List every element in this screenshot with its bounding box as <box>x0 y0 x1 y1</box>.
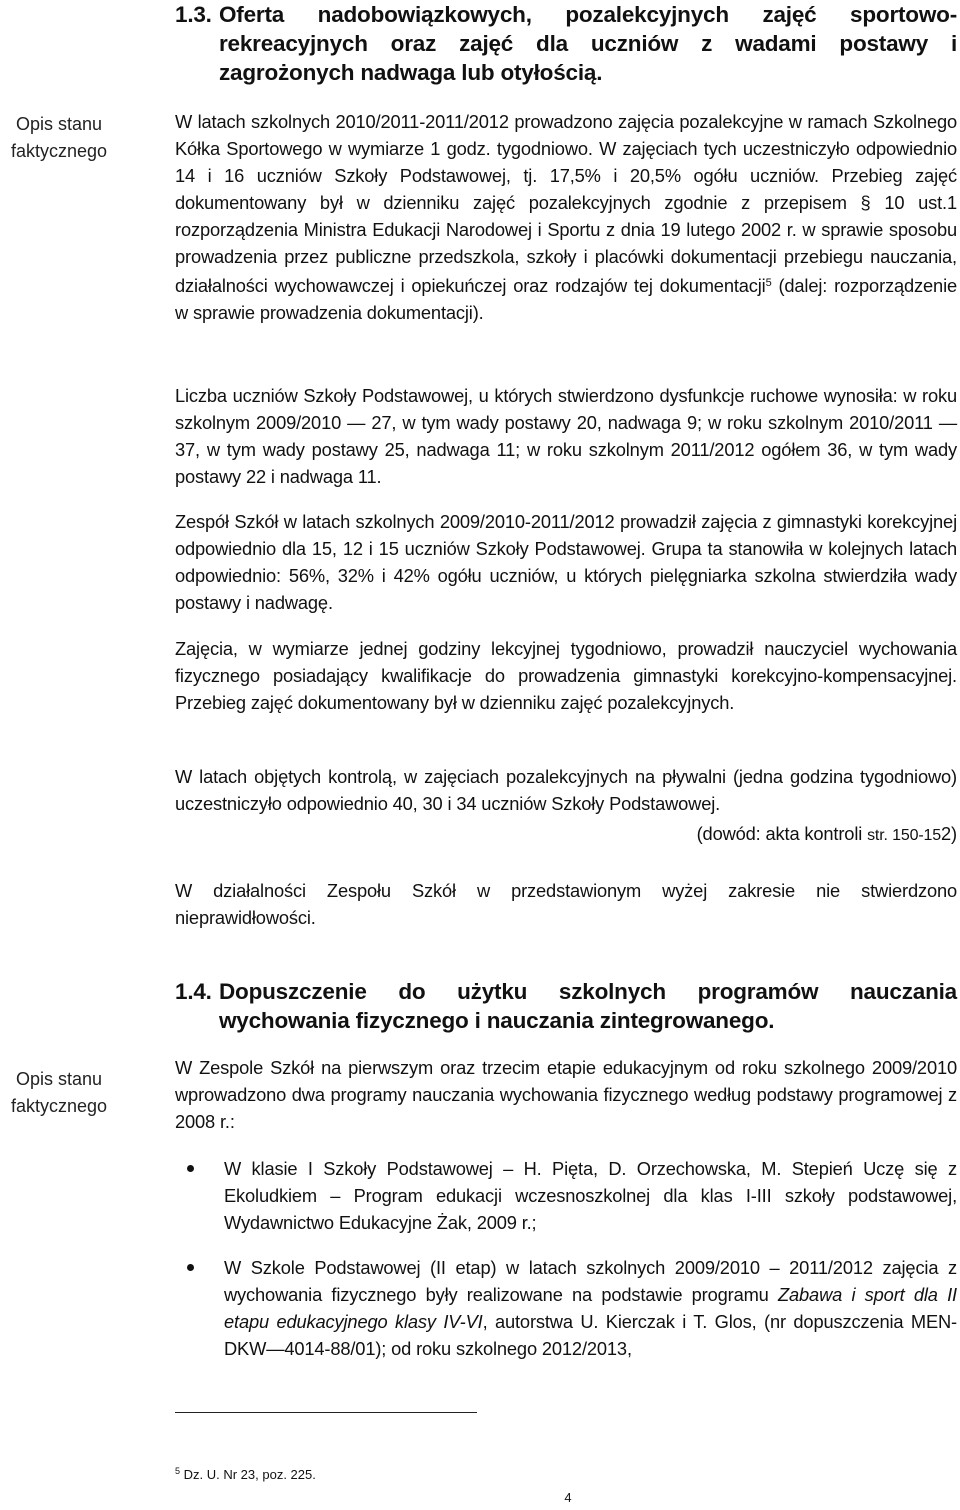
paragraph: Zajęcia, w wymiarze jednej godziny lekcyjnej tygodniowo, prowadził nauczyciel wychowania fizycznego posiadający kwalifikacje do prowadzenia gimnastyki korekcyjno-kompensacyjnej. Przebieg zajęć dokumentowany był w dzienniku zajęć pozalekcyjnych. <box>175 638 957 713</box>
paragraph: Zespół Szkół w latach szkolnych 2009/2010-2011/2012 prowadził zajęcia z gimnastyki korekcyjnej odpowiednio dla 15, 12 i 15 uczniów Szkoły Podstawowej. Grupa ta stanowiła w kolejnych latach odpowiednio: 56%, 32% i 42% ogółu uczniów, u których pielęgniarka szkolna stwierdziła wady postawy i nadwagę. <box>175 511 957 613</box>
paragraph-text: (dalej: rozporządzenie w sprawie prowadzenia dokumentacji). <box>175 275 957 323</box>
section-number: 1.3. <box>175 2 212 27</box>
paragraph: W latach objętych kontrolą, w zajęciach pozalekcyjnych na pływalni (jedna godzina tygodniowo) uczestniczyło odpowiednio 40, 30 i 34 uczniów Szkoły Podstawowej. <box>175 766 957 814</box>
evidence-note <box>175 820 957 849</box>
program-list <box>175 1155 957 1362</box>
list-item-text: , autorstwa U. Kierczak i T. Glos, (nr dopuszczenia MEN-DKW—4014-88/01); od roku szkolnego 2012/2013, <box>224 1311 957 1359</box>
list-item-text: W klasie I Szkoły Podstawowej – H. Pięta, D. Orzechowska, M. Stepień Uczę się z Ekoludkiem – Program edukacji wczesnoszkolnej dla klas I-III szkoły podstawowej, Wydawnictwo Edukacyjne Żak, 2009 r.; <box>224 1158 957 1233</box>
program-title: Zabawa i sport dla II etapu edukacyjnego klasy IV-VI <box>224 1284 957 1332</box>
list-item-text: W Szkole Podstawowej (II etap) w latach szkolnych 2009/2010 – 2011/2012 zajęcia z wychowania fizycznego były realizowane na podstawie programu <box>224 1257 957 1305</box>
bullet-icon <box>187 1165 194 1172</box>
section-title: Dopuszczenie do użytku szkolnych programów nauczania wychowania fizycznego i nauczania zintegrowanego. <box>219 979 957 1033</box>
list-item <box>175 1254 957 1362</box>
footnote-ref: 5 <box>765 277 772 289</box>
paragraph: W Zespole Szkół na pierwszym oraz trzecim etapie edukacyjnym od roku szkolnego 2009/2010 wprowadzono dwa programy nauczania wychowania fizycznego według podstawy programowej z 2008 r.: <box>175 1057 957 1132</box>
paragraph <box>175 108 957 326</box>
page-number: 4 <box>564 1490 572 1505</box>
paragraph: W działalności Zespołu Szkół w przedstawionym wyżej zakresie nie stwierdzono nieprawidłowości. <box>175 880 957 928</box>
section-title: Oferta nadobowiązkowych, pozalekcyjnych zajęć sportowo-rekreacyjnych oraz zajęć dla uczniów z wadami postawy i zagrożonych nadwaga lub otyłością. <box>219 2 957 85</box>
evidence-end: 2) <box>941 823 957 844</box>
margin-label-status-2: Opis stanu faktycznego <box>10 1069 108 1116</box>
footnote-number: 5 <box>175 1466 181 1476</box>
paragraph: Liczba uczniów Szkoły Podstawowej, u których stwierdzono dysfunkcje ruchowe wynosiła: w roku szkolnym 2009/2010 — 27, w tym wady postawy 20, nadwaga 9; w roku szkolnym 2010/2011 — 37, w tym wady postawy 25, nadwaga 11; w roku szkolnym 2011/2012 ogółem 36, w tym wady postawy 22 i nadwaga 11. <box>175 385 957 487</box>
list-item <box>175 1155 957 1236</box>
bullet-icon <box>187 1264 194 1271</box>
paragraph-text: W latach szkolnych 2010/2011-2011/2012 prowadzono zajęcia pozalekcyjne w ramach Szkolnego Kółka Sportowego w wymiarze 1 godz. tygodniowo. W zajęciach tych uczestniczyło odpowiednio 14 i 16 uczniów Szkoły Podstawowej, tj. 17,5% i 20,5% ogółu uczniów. Przebieg zajęć dokumentowany był w dzienniku zajęć pozalekcyjnych zgodnie z przepisem § 10 ust.1 rozporządzenia Ministra Edukacji Narodowej i Sportu z dnia 19 lutego 2002 r. w sprawie sposobu prowadzenia przez publiczne przedszkola, szkoły i placówki dokumentacji przebiegu nauczania, działalności wychowawczej i opiekuńczej oraz rodzajów tej dokumentacji <box>175 111 957 296</box>
evidence-text: (dowód: akta kontroli <box>696 823 868 844</box>
footnote-separator <box>175 1412 477 1413</box>
section-number: 1.4. <box>175 979 212 1004</box>
footnote-text: Dz. U. Nr 23, poz. 225. <box>180 1467 316 1482</box>
margin-label-status: Opis stanu faktycznego <box>10 114 108 161</box>
footnote <box>175 1463 316 1483</box>
evidence-pages: str. 150-15 <box>867 827 942 844</box>
